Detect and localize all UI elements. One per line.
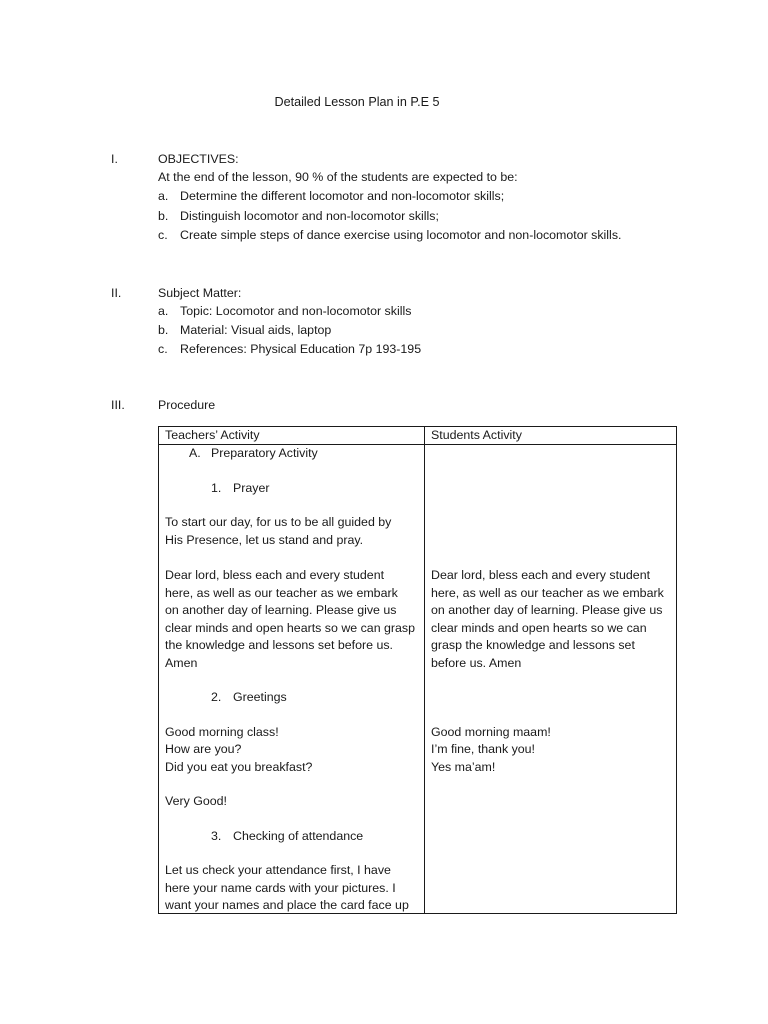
student-prayer-line: on another day of learning. Please give us: [431, 603, 663, 617]
student-prayer-line: grasp the knowledge and lessons set: [431, 638, 635, 652]
teacher-prayer-line: Dear lord, bless each and every student: [165, 568, 385, 582]
teacher-prayer-line: Amen: [165, 656, 198, 670]
teacher-prayer-line: here, as well as our teacher as we embark: [165, 586, 398, 600]
student-prayer-line: before us. Amen: [431, 656, 522, 670]
prayer-intro-line: To start our day, for us to be all guided by: [165, 515, 392, 529]
teacher-activity-header: Teachers’ Activity: [165, 428, 260, 442]
teacher-prayer-line: on another day of learning. Please give us: [165, 603, 397, 617]
subject-letter: a.: [158, 304, 169, 318]
student-prayer-line: Dear lord, bless each and every student: [431, 568, 651, 582]
student-greeting-line: I’m fine, thank you!: [431, 742, 535, 756]
teacher-greeting-line: How are you?: [165, 742, 242, 756]
greetings-label: Greetings: [233, 690, 287, 704]
subject-letter: c.: [158, 342, 168, 356]
procedure-heading: Procedure: [158, 398, 216, 412]
objective-item: Create simple steps of dance exercise using locomotor and non-locomotor skills.: [180, 228, 622, 242]
greetings-number: 2.: [211, 690, 222, 704]
teacher-greeting-line: Good morning class!: [165, 725, 279, 739]
attendance-line: here your name cards with your pictures. I: [165, 881, 396, 895]
attendance-number: 3.: [211, 829, 222, 843]
student-prayer-line: clear minds and open hearts so we can: [431, 621, 647, 635]
student-greeting-line: Good morning maam!: [431, 725, 551, 739]
objective-letter: b.: [158, 209, 169, 223]
subject-item: References: Physical Education 7p 193-195: [180, 342, 422, 356]
objective-letter: a.: [158, 189, 169, 203]
objective-letter: c.: [158, 228, 168, 242]
subject-letter: b.: [158, 323, 169, 337]
objective-item: Distinguish locomotor and non-locomotor skills;: [180, 209, 439, 223]
prayer-label: Prayer: [233, 481, 270, 495]
teacher-prayer-line: clear minds and open hearts so we can grasp: [165, 621, 416, 635]
very-good-text: Very Good!: [165, 794, 227, 808]
prayer-intro-line: His Presence, let us stand and pray.: [165, 533, 364, 547]
objectives-heading: OBJECTIVES:: [158, 152, 239, 166]
section-numeral-objectives: I.: [111, 152, 118, 166]
preparatory-letter: A.: [189, 446, 201, 460]
prayer-number: 1.: [211, 481, 222, 495]
attendance-line: Let us check your attendance first, I have: [165, 863, 391, 877]
subject-item: Topic: Locomotor and non-locomotor skills: [180, 304, 412, 318]
teacher-prayer-line: the knowledge and lessons set before us.: [165, 638, 393, 652]
objective-item: Determine the different locomotor and non-locomotor skills;: [180, 189, 505, 203]
section-numeral-procedure: III.: [111, 398, 125, 412]
attendance-line: want your names and place the card face up: [165, 898, 409, 912]
subject-item: Material: Visual aids, laptop: [180, 323, 332, 337]
document-title: Detailed Lesson Plan in P.E 5: [274, 95, 440, 109]
attendance-label: Checking of attendance: [233, 829, 364, 843]
preparatory-activity-label: Preparatory Activity: [211, 446, 318, 460]
section-numeral-subject-matter: II.: [111, 286, 122, 300]
student-prayer-line: here, as well as our teacher as we embark: [431, 586, 664, 600]
objectives-intro: At the end of the lesson, 90 % of the students are expected to be:: [158, 170, 518, 184]
student-greeting-line: Yes ma’am!: [431, 760, 496, 774]
students-activity-header: Students Activity: [431, 428, 522, 442]
subject-matter-heading: Subject Matter:: [158, 286, 242, 300]
table-column-divider: [424, 427, 425, 913]
procedure-table: [158, 426, 677, 914]
teacher-greeting-line: Did you eat you breakfast?: [165, 760, 313, 774]
